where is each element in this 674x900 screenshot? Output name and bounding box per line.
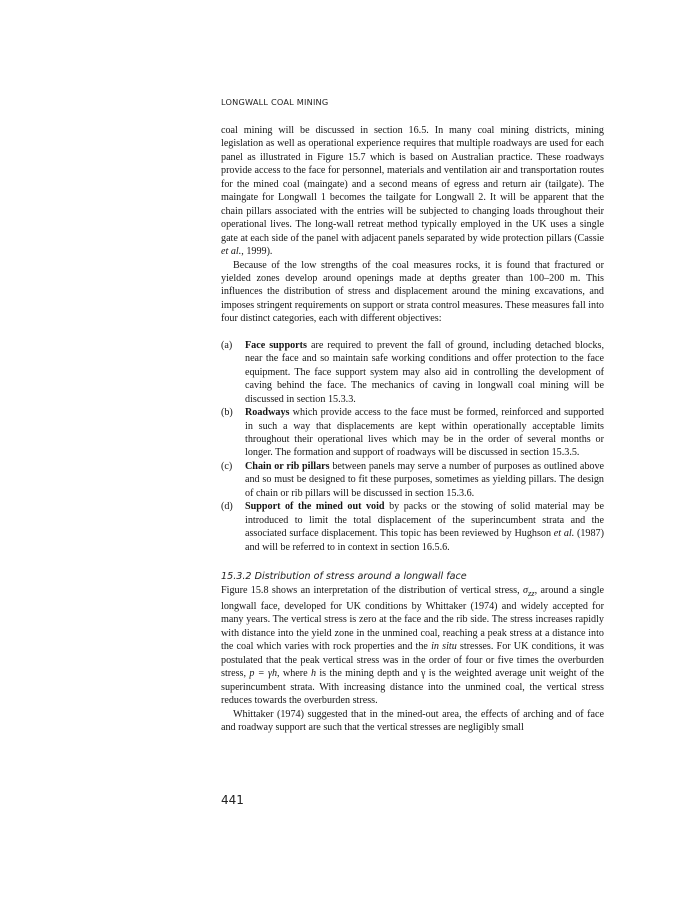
list-item [221, 460, 604, 500]
running-head: LONGWALL COAL MINING [221, 97, 329, 107]
list-item-body: are required to prevent the fall of ground, including detached blocks, near the face and so maintain safe working conditions and offer protection to the face equipment. The face support system may also aid in controlling the development of caving behind the face. The mechanics of caving in longwall coal mining will be discussed in section 15.3.3. [245, 339, 605, 405]
paragraph-3-text: is the mining depth and γ is the weighted average unit weight of the superincumbent strata. With increasing distance into the unmined coal, the vertical stress reduces towards the overburden stress. [221, 668, 605, 707]
symbol-subscript: zz [527, 587, 535, 598]
symbol-h: h [310, 668, 317, 680]
list-item-body-end: (1987) and will be referred to in context in section 16.5.6. [245, 528, 604, 553]
list-item-body: which provide access to the face must be formed, reinforced and supported in such a way that displacements are kept within operationally acceptable limits throughout their operational lives which may be in the order of several months or longer. The formation and support of roadways will be discussed in section 15.3.5. [245, 407, 604, 459]
list-item-text [245, 460, 604, 500]
list-item [221, 339, 604, 406]
list-item-term: Face supports [245, 339, 307, 351]
paragraph-1 [221, 124, 604, 259]
body-text [221, 124, 604, 735]
paragraph-1-text: coal mining will be discussed in section 16.5. In many coal mining districts, mining legislation as well as operational experience requires that multiple roadways are used for each panel as illustrated in Figure 15.7 which is based on Australian practice. These roadways provide access to the face for personnel, materials and ventilation air and transportation routes for the mined coal (maingate) and a second means of egress and return air (tailgate). The maingate for Longwall 1 becomes the tailgate for Longwall 2. It will be apparent that the chain pillars associated with the entries will be subjected to changing loads throughout their operational lives. The long-wall retreat method typically employed in the UK uses a single gate at each side of the panel with adjacent panels separated by wide protection pillars (Cassie [221, 125, 604, 244]
citation-etal: et al. [221, 246, 242, 258]
list-item-term: Support of the mined out void [245, 501, 385, 513]
paragraph-3-text: Figure 15.8 shows an interpretation of the distribution of vertical stress, [221, 584, 523, 596]
paragraph-2: Because of the low strengths of the coal measures rocks, it is found that fractured or yielded zones develop around openings made at depths greater than 100–200 m. This influences the distribution of stress and displacement around the mining excavations, and imposes stringent requirements on support or strata control measures. These measures fall into four distinct categories, each with different objectives: [221, 259, 604, 325]
list-item [221, 406, 604, 460]
list-item-body: between panels may serve a number of purposes as outlined above and so must be designed to fit these purposes, sometimes as yielding pillars. The design of chain or rib pillars will be discussed in section 15.3.6. [245, 460, 604, 499]
list-item-term: Roadways [245, 407, 290, 419]
list-item-label: (c) [221, 460, 233, 472]
in-situ-term: in situ [431, 641, 457, 653]
list-item-term: Chain or rib pillars [245, 460, 330, 472]
list-item-body: by packs or the stowing of solid material may be introduced to limit the total displacement of the superincumbent strata and the associated surface displacement. This topic has been reviewed by Hughson [245, 501, 604, 540]
list-item [221, 500, 604, 554]
list-item-label: (d) [221, 501, 233, 513]
list-item-label: (a) [221, 339, 233, 351]
list-item-text [245, 500, 604, 554]
section-heading: 15.3.2 Distribution of stress around a longwall face [221, 571, 467, 583]
symbol-sigma: σ [522, 584, 528, 596]
list-item-text [245, 406, 604, 460]
citation-etal: et al. [553, 528, 575, 540]
objectives-list [221, 339, 604, 554]
spacer [221, 554, 604, 570]
paragraph-3 [221, 584, 604, 708]
overburden-formula: p = γh [249, 668, 278, 680]
list-item-label: (b) [221, 407, 233, 419]
list-item-text [245, 339, 604, 406]
paragraph-3-text: stresses. For UK conditions, it was postulated that the peak vertical stress was in the order of four or five times the overburden stress, [221, 641, 604, 680]
paragraph-4: Whittaker (1974) suggested that in the mined-out area, the effects of arching and of face and roadway support are such that the vertical stresses are negligibly small [221, 708, 604, 734]
paragraph-1-end: , 1999). [241, 246, 273, 258]
page-number: 441 [221, 793, 244, 807]
paragraph-3-text: , where [277, 668, 311, 680]
spacer [221, 326, 604, 339]
paragraph-3-text: , around a single longwall face, developed for UK conditions by Whittaker (1974) and widely accepted for many years. The vertical stress is zero at the face and the rib side. The stress increases rapidly with distance into the yield zone in the unmined coal, reaching a peak stress at a distance into the coal which varies with rock properties and the [221, 584, 605, 653]
